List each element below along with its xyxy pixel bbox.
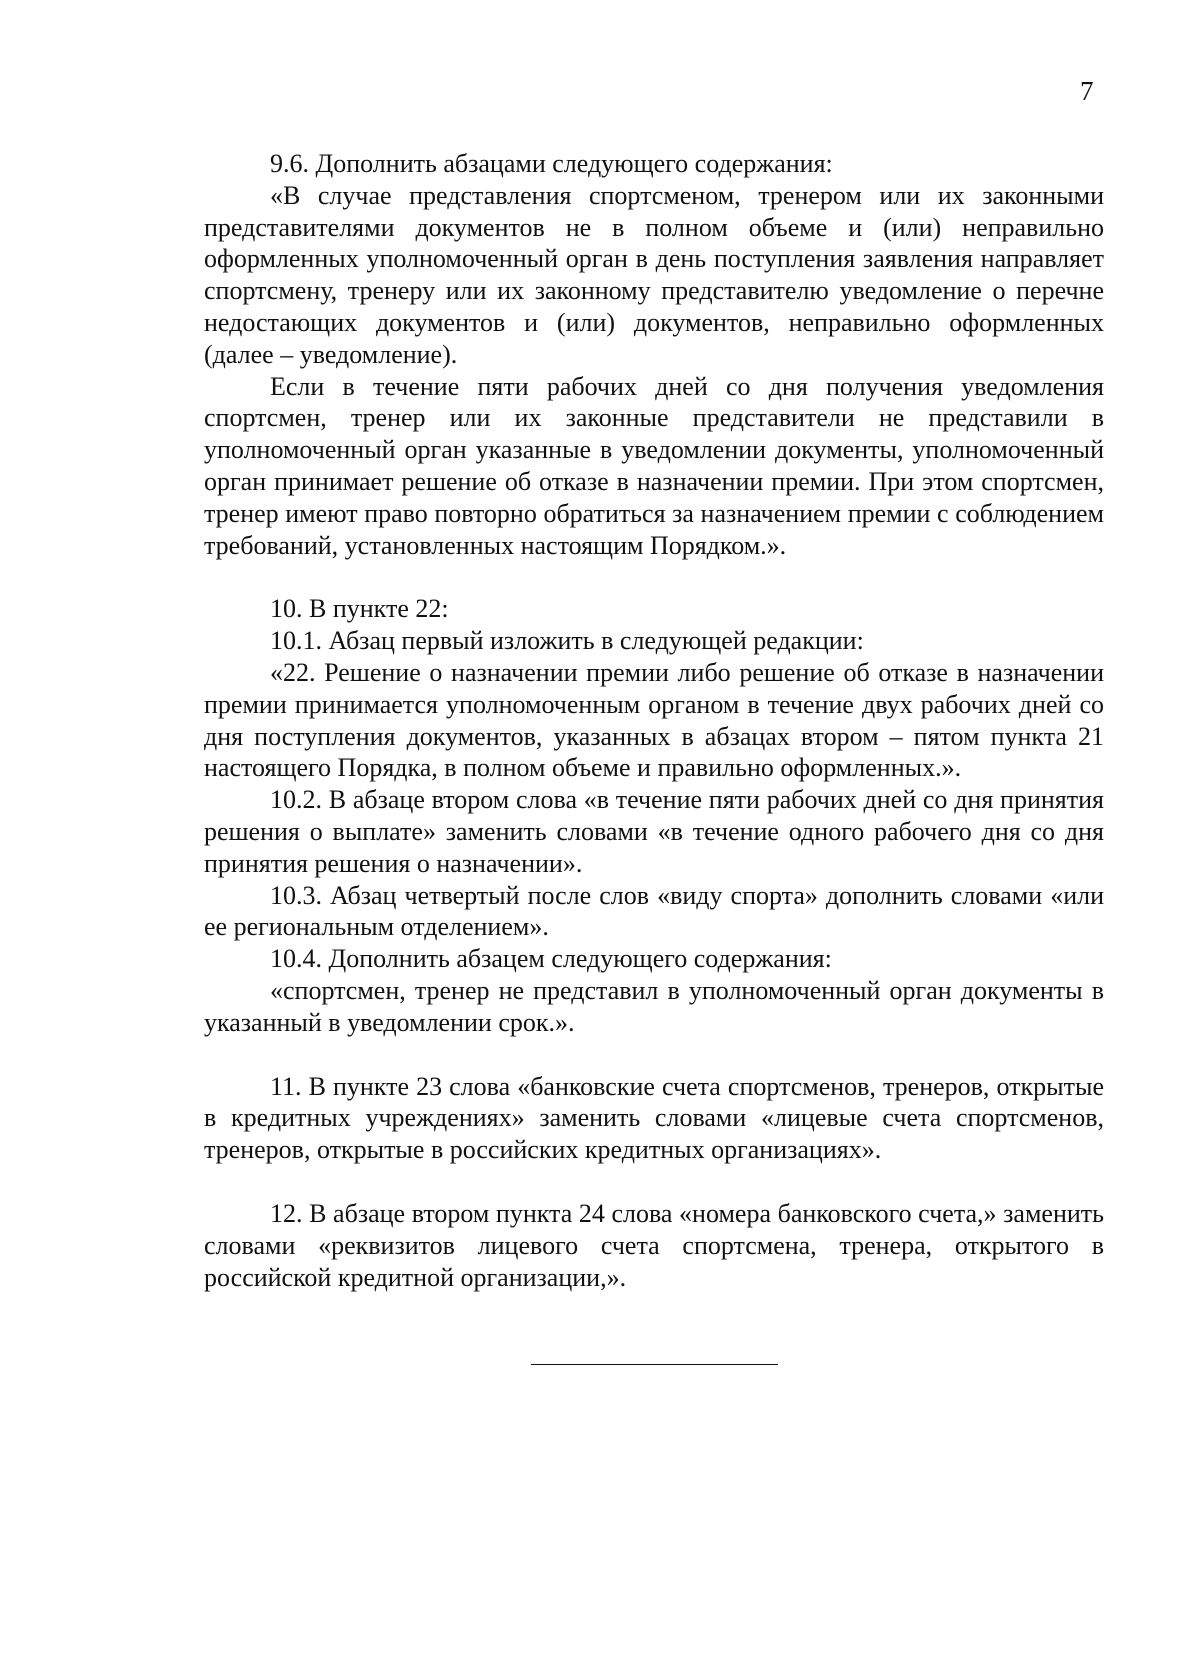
paragraph-gap [204, 1039, 1104, 1071]
page-number: 7 [1080, 76, 1094, 106]
end-of-document-rule [531, 1364, 778, 1365]
paragraph-gap [204, 561, 1104, 593]
document-body [204, 148, 1104, 1293]
paragraph-12: 12. В абзаце втором пункта 24 слова «номера банковского счета,» заменить словами «реквизитов лицевого счета спортсмена, тренера, открытого в российской кредитной организации,». [204, 1198, 1104, 1292]
paragraph-9-6: 9.6. Дополнить абзацами следующего содержания: [270, 149, 833, 178]
paragraph-10-1-quote: «22. Решение о назначении премии либо решение об отказе в назначении премии принимается уполномоченным органом в течение двух рабочих дней со дня поступления документов, указанных в абзацах втором – пятом пункта 21 настоящего Порядка, в полном объеме и правильно оформленных.». [204, 657, 1104, 783]
paragraph-10-3: 10.3. Абзац четвертый после слов «виду спорта» дополнить словами «или ее региональным отделением». [204, 880, 1104, 942]
paragraph-9-6-quote-1: «В случае представления спортсменом, тренером или их законными представителями документов не в полном объеме и (или) неправильно оформленных уполномоченный орган в день поступления заявления направляет спортсмену, тренеру или их законному представителю уведомление о перечне недостающих документов и (или) документов, неправильно оформленных (далее – уведомление). [204, 180, 1104, 369]
paragraph-10-4: 10.4. Дополнить абзацем следующего содержания: [270, 944, 832, 974]
paragraph-10-4-quote: «спортсмен, тренер не представил в уполномоченный орган документы в указанный в уведомлении срок.». [204, 975, 1104, 1037]
paragraph-11: 11. В пункте 23 слова «банковские счета спортсменов, тренеров, открытые в кредитных учреждениях» заменить словами «лицевые счета спортсменов, тренеров, открытые в российских кредитных организациях». [204, 1071, 1104, 1165]
paragraph-gap [204, 1166, 1104, 1198]
paragraph-10-1: 10.1. Абзац первый изложить в следующей редакции: [270, 626, 864, 656]
paragraph-10: 10. В пункте 22: [270, 594, 449, 624]
paragraph-9-6-quote-2: Если в течение пяти рабочих дней со дня получения уведомления спортсмен, тренер или их законные представители не представили в уполномоченный орган указанные в уведомлении документы, уполномоченный орган принимает решение об отказе в назначении премии. При этом спортсмен, тренер имеют право повторно обратиться за назначением премии с соблюдением требований, установленных настоящим Порядком.». [204, 371, 1104, 560]
paragraph-10-2: 10.2. В абзаце втором слова «в течение пяти рабочих дней со дня принятия решения о выплате» заменить словами «в течение одного рабочего дня со дня принятия решения о назначении». [204, 785, 1104, 878]
